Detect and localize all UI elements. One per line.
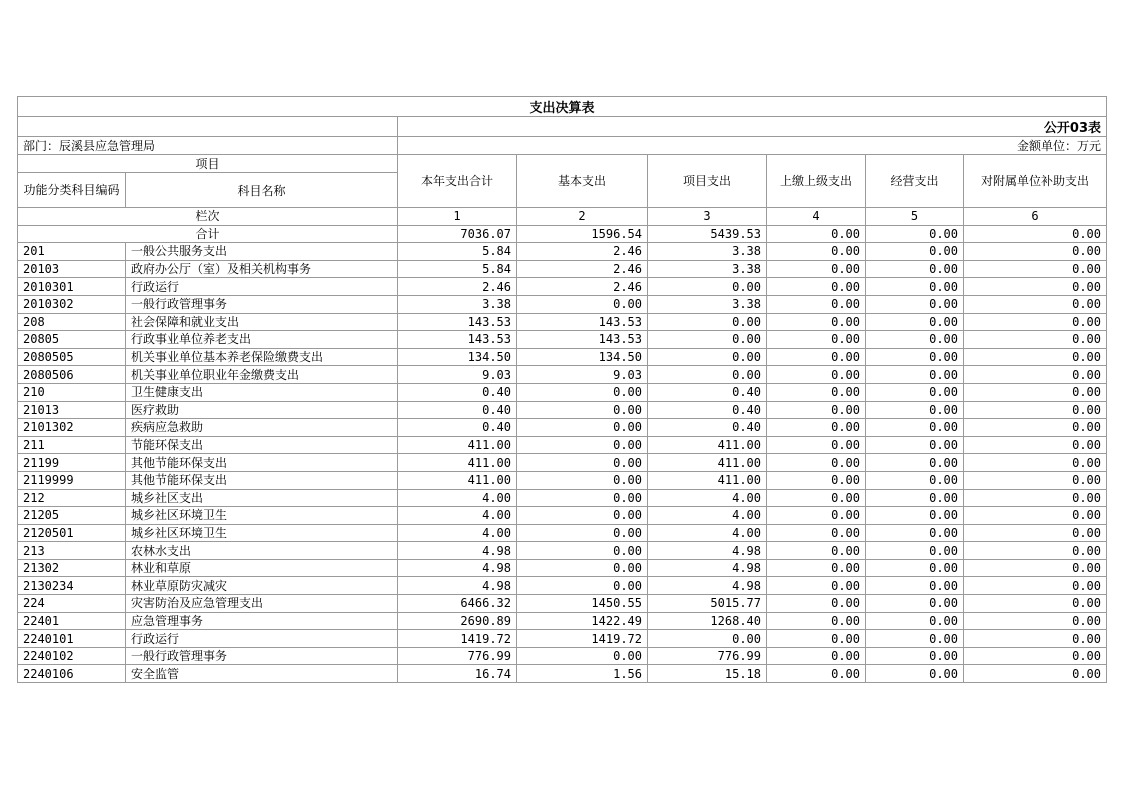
amount-cell: 0.00 [866,577,964,595]
amount-cell: 0.00 [964,260,1107,278]
subject-code: 2240102 [18,647,126,665]
amount-cell: 0.00 [767,524,866,542]
amount-cell: 0.00 [964,647,1107,665]
amount-cell: 0.00 [866,436,964,454]
amount-cell: 2690.89 [398,612,517,630]
amount-cell: 0.00 [964,489,1107,507]
amount-cell: 0.00 [964,243,1107,261]
amount-cell: 0.00 [517,542,648,560]
table-row [18,542,1107,560]
header-basic: 基本支出 [517,155,648,208]
table-row [18,524,1107,542]
amount-cell: 0.00 [866,542,964,560]
subject-name: 其他节能环保支出 [126,454,398,472]
amount-cell: 2.46 [517,243,648,261]
subject-name: 应急管理事务 [126,612,398,630]
expenditure-table [17,96,1107,683]
table-row [18,577,1107,595]
amount-cell: 4.00 [648,524,767,542]
amount-cell: 0.00 [767,401,866,419]
amount-cell: 2.46 [517,278,648,296]
subject-code: 213 [18,542,126,560]
amount-cell: 0.00 [964,383,1107,401]
subject-code: 20103 [18,260,126,278]
amount-cell: 0.00 [866,524,964,542]
amount-cell: 0.00 [866,489,964,507]
amount-cell: 0.00 [964,630,1107,648]
subject-code: 2080506 [18,366,126,384]
amount-cell: 1268.40 [648,612,767,630]
amount-cell: 0.00 [866,647,964,665]
amount-cell: 0.00 [648,278,767,296]
amount-cell: 0.00 [964,471,1107,489]
subject-name: 机关事业单位基本养老保险缴费支出 [126,348,398,366]
amount-cell: 4.00 [398,507,517,525]
subject-code: 2010302 [18,295,126,313]
column-index-label: 栏次 [18,208,398,226]
amount-cell: 4.00 [398,489,517,507]
subject-code: 21013 [18,401,126,419]
column-index: 5 [866,208,964,226]
amount-cell: 0.00 [767,383,866,401]
table-row [18,331,1107,349]
amount-cell: 0.00 [866,295,964,313]
subject-code: 2240106 [18,665,126,683]
amount-cell: 4.00 [648,489,767,507]
subject-code: 21302 [18,559,126,577]
amount-cell: 0.40 [398,419,517,437]
amount-cell: 1450.55 [517,595,648,613]
amount-cell: 0.00 [767,278,866,296]
amount-cell: 1419.72 [517,630,648,648]
amount-cell: 0.00 [767,366,866,384]
amount-cell: 0.00 [964,401,1107,419]
subject-code: 20805 [18,331,126,349]
subject-name: 灾害防治及应急管理支出 [126,595,398,613]
amount-cell: 0.00 [964,278,1107,296]
amount-cell: 0.00 [767,559,866,577]
amount-cell: 2.46 [398,278,517,296]
subject-code: 211 [18,436,126,454]
amount-cell: 0.00 [964,331,1107,349]
amount-cell: 0.00 [964,559,1107,577]
header-code: 功能分类科目编码 [18,173,126,208]
table-row [18,383,1107,401]
subject-name: 城乡社区支出 [126,489,398,507]
total-row [18,225,1107,243]
amount-cell: 16.74 [398,665,517,683]
amount-cell: 0.00 [517,524,648,542]
amount-cell: 411.00 [648,471,767,489]
amount-cell: 0.00 [517,471,648,489]
amount-cell: 0.00 [767,331,866,349]
amount-cell: 0.00 [866,243,964,261]
header-item: 项目 [18,155,398,173]
amount-cell: 0.00 [767,647,866,665]
amount-cell: 9.03 [517,366,648,384]
amount-cell: 143.53 [398,313,517,331]
table-title: 支出决算表 [18,97,1107,117]
subject-code: 2010301 [18,278,126,296]
header-business: 经营支出 [866,155,964,208]
total-value: 0.00 [866,225,964,243]
amount-cell: 0.00 [866,383,964,401]
amount-cell: 0.00 [866,471,964,489]
subject-name: 医疗救助 [126,401,398,419]
table-row [18,507,1107,525]
amount-cell: 411.00 [398,471,517,489]
amount-cell: 0.00 [866,366,964,384]
amount-cell: 4.00 [398,524,517,542]
amount-cell: 0.00 [964,419,1107,437]
amount-cell: 0.00 [767,507,866,525]
amount-cell: 3.38 [398,295,517,313]
subject-code: 224 [18,595,126,613]
table-row [18,630,1107,648]
header-name: 科目名称 [126,173,398,208]
table-row [18,419,1107,437]
amount-cell: 0.00 [866,559,964,577]
amount-cell: 0.00 [964,577,1107,595]
amount-cell: 0.00 [964,524,1107,542]
amount-cell: 411.00 [648,454,767,472]
amount-cell: 0.00 [964,507,1107,525]
amount-cell: 0.00 [866,331,964,349]
amount-cell: 0.00 [767,295,866,313]
department-label: 部门：辰溪县应急管理局 [18,137,398,155]
amount-cell: 143.53 [517,313,648,331]
subject-name: 城乡社区环境卫生 [126,524,398,542]
subject-name: 政府办公厅（室）及相关机构事务 [126,260,398,278]
amount-cell: 0.00 [767,348,866,366]
table-row [18,489,1107,507]
amount-cell: 0.00 [866,612,964,630]
column-index: 1 [398,208,517,226]
total-value: 1596.54 [517,225,648,243]
amount-cell: 0.00 [648,348,767,366]
subject-name: 节能环保支出 [126,436,398,454]
total-value: 7036.07 [398,225,517,243]
amount-cell: 0.00 [866,260,964,278]
amount-cell: 0.00 [964,436,1107,454]
header-project: 项目支出 [648,155,767,208]
subject-code: 208 [18,313,126,331]
amount-cell: 0.00 [767,313,866,331]
amount-cell: 4.98 [648,559,767,577]
subject-code: 21205 [18,507,126,525]
amount-cell: 9.03 [398,366,517,384]
amount-cell: 0.00 [767,577,866,595]
subject-name: 林业和草原 [126,559,398,577]
table-row [18,260,1107,278]
table-row [18,313,1107,331]
amount-cell: 0.00 [767,630,866,648]
amount-cell: 0.00 [866,507,964,525]
amount-cell: 5.84 [398,260,517,278]
table-row [18,295,1107,313]
subject-code: 21199 [18,454,126,472]
subject-name: 安全监管 [126,665,398,683]
amount-cell: 4.98 [398,577,517,595]
amount-cell: 0.40 [648,383,767,401]
amount-cell: 143.53 [398,331,517,349]
amount-cell: 0.00 [517,419,648,437]
amount-cell: 0.00 [866,630,964,648]
column-index: 4 [767,208,866,226]
table-row [18,559,1107,577]
subject-name: 城乡社区环境卫生 [126,507,398,525]
amount-cell: 0.00 [648,366,767,384]
amount-cell: 3.38 [648,260,767,278]
unit-label: 金额单位：万元 [398,137,1107,155]
amount-cell: 0.00 [767,471,866,489]
column-index: 2 [517,208,648,226]
subject-code: 212 [18,489,126,507]
amount-cell: 0.00 [866,419,964,437]
table-row [18,243,1107,261]
subject-name: 林业草原防灾减灾 [126,577,398,595]
amount-cell: 0.00 [767,454,866,472]
amount-cell: 1.56 [517,665,648,683]
amount-cell: 2.46 [517,260,648,278]
table-row [18,665,1107,683]
amount-cell: 0.00 [517,383,648,401]
amount-cell: 0.00 [767,489,866,507]
subject-code: 2130234 [18,577,126,595]
header-total: 本年支出合计 [398,155,517,208]
amount-cell: 0.00 [517,454,648,472]
amount-cell: 0.00 [767,542,866,560]
subject-code: 2080505 [18,348,126,366]
table-row [18,436,1107,454]
total-value: 5439.53 [648,225,767,243]
subject-code: 22401 [18,612,126,630]
amount-cell: 4.98 [648,542,767,560]
subject-code: 2120501 [18,524,126,542]
subject-code: 2240101 [18,630,126,648]
amount-cell: 411.00 [398,454,517,472]
subject-name: 社会保障和就业支出 [126,313,398,331]
amount-cell: 0.00 [648,331,767,349]
amount-cell: 5.84 [398,243,517,261]
column-index: 6 [964,208,1107,226]
amount-cell: 0.00 [767,243,866,261]
amount-cell: 0.00 [866,278,964,296]
total-label: 合计 [18,225,398,243]
amount-cell: 0.00 [517,401,648,419]
amount-cell: 411.00 [398,436,517,454]
subject-name: 行政运行 [126,278,398,296]
table-row [18,366,1107,384]
total-value: 0.00 [767,225,866,243]
amount-cell: 0.00 [964,454,1107,472]
subject-name: 卫生健康支出 [126,383,398,401]
table-row [18,401,1107,419]
amount-cell: 776.99 [398,647,517,665]
amount-cell: 0.00 [767,665,866,683]
amount-cell: 0.00 [964,665,1107,683]
amount-cell: 0.00 [517,436,648,454]
amount-cell: 0.00 [767,436,866,454]
amount-cell: 0.00 [964,313,1107,331]
column-index: 3 [648,208,767,226]
amount-cell: 0.00 [866,595,964,613]
amount-cell: 5015.77 [648,595,767,613]
amount-cell: 4.98 [398,559,517,577]
amount-cell: 0.00 [964,295,1107,313]
amount-cell: 0.00 [866,313,964,331]
amount-cell: 4.98 [648,577,767,595]
amount-cell: 0.00 [964,595,1107,613]
amount-cell: 0.00 [767,419,866,437]
amount-cell: 134.50 [398,348,517,366]
amount-cell: 0.00 [964,542,1107,560]
subject-name: 一般行政管理事务 [126,647,398,665]
amount-cell: 3.38 [648,243,767,261]
amount-cell: 0.00 [964,348,1107,366]
total-value: 0.00 [964,225,1107,243]
subject-name: 行政运行 [126,630,398,648]
amount-cell: 0.00 [866,665,964,683]
amount-cell: 4.98 [398,542,517,560]
amount-cell: 0.00 [866,401,964,419]
table-row [18,348,1107,366]
subject-name: 机关事业单位职业年金缴费支出 [126,366,398,384]
amount-cell: 0.00 [866,454,964,472]
subject-name: 疾病应急救助 [126,419,398,437]
header-upper: 上缴上级支出 [767,155,866,208]
table-row [18,278,1107,296]
amount-cell: 0.00 [866,348,964,366]
subject-name: 行政事业单位养老支出 [126,331,398,349]
amount-cell: 411.00 [648,436,767,454]
amount-cell: 0.00 [767,260,866,278]
amount-cell: 0.00 [517,647,648,665]
table-row [18,647,1107,665]
amount-cell: 3.38 [648,295,767,313]
amount-cell: 134.50 [517,348,648,366]
amount-cell: 0.00 [964,366,1107,384]
amount-cell: 0.00 [964,612,1107,630]
amount-cell: 4.00 [648,507,767,525]
header-subsidy: 对附属单位补助支出 [964,155,1107,208]
subject-code: 201 [18,243,126,261]
table-row [18,471,1107,489]
amount-cell: 0.00 [767,595,866,613]
subject-name: 一般行政管理事务 [126,295,398,313]
amount-cell: 0.00 [648,313,767,331]
subject-name: 农林水支出 [126,542,398,560]
amount-cell: 6466.32 [398,595,517,613]
amount-cell: 0.00 [517,489,648,507]
amount-cell: 0.40 [398,383,517,401]
table-row [18,595,1107,613]
amount-cell: 0.00 [517,577,648,595]
amount-cell: 0.40 [398,401,517,419]
amount-cell: 0.00 [767,612,866,630]
amount-cell: 0.40 [648,419,767,437]
amount-cell: 0.00 [517,559,648,577]
subject-code: 210 [18,383,126,401]
table-row [18,612,1107,630]
amount-cell: 0.00 [648,630,767,648]
subject-code: 2101302 [18,419,126,437]
expenditure-sheet [17,96,1106,683]
subject-name: 一般公共服务支出 [126,243,398,261]
amount-cell: 143.53 [517,331,648,349]
amount-cell: 776.99 [648,647,767,665]
amount-cell: 15.18 [648,665,767,683]
amount-cell: 1419.72 [398,630,517,648]
subject-name: 其他节能环保支出 [126,471,398,489]
amount-cell: 0.00 [517,507,648,525]
amount-cell: 1422.49 [517,612,648,630]
form-code: 公开03表 [398,117,1107,137]
amount-cell: 0.40 [648,401,767,419]
amount-cell: 0.00 [517,295,648,313]
subject-code: 2119999 [18,471,126,489]
table-row [18,454,1107,472]
